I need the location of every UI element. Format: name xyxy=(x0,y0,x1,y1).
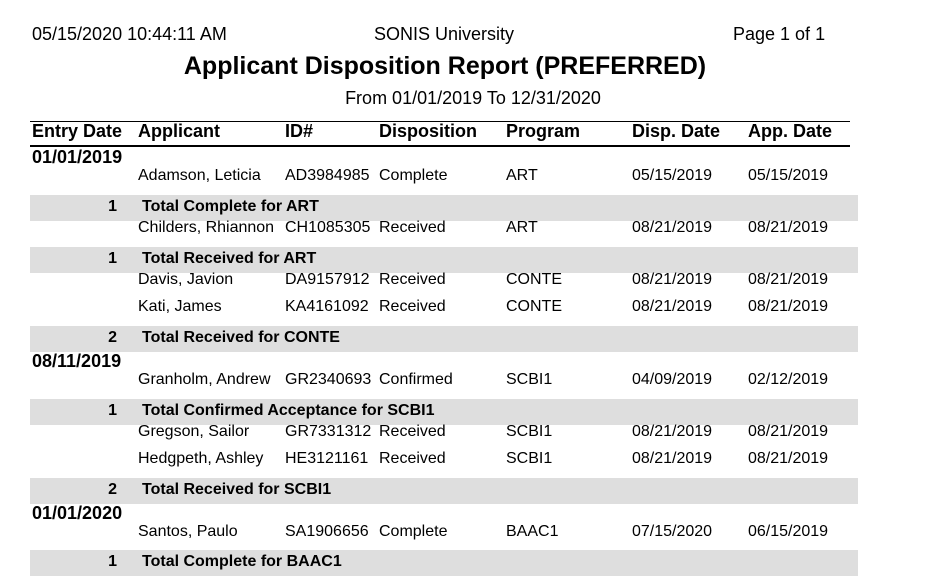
total-count: 2 xyxy=(108,481,117,498)
app-date: 02/12/2019 xyxy=(748,371,829,388)
app-date: 08/21/2019 xyxy=(748,298,829,315)
entry-date-group: 01/01/2020 xyxy=(32,503,123,523)
disposition: Received xyxy=(379,271,446,288)
applicant-name: Kati, James xyxy=(138,298,222,315)
total-count: 1 xyxy=(108,250,117,267)
total-label: Total Complete for BAAC1 xyxy=(142,553,342,570)
total-row xyxy=(30,399,858,425)
applicant-id: DA9157912 xyxy=(285,271,370,288)
column-header-app-date: App. Date xyxy=(748,121,833,141)
disposition: Received xyxy=(379,298,446,315)
report-title: Applicant Disposition Report (PREFERRED) xyxy=(183,52,707,80)
entry-date-group: 08/11/2019 xyxy=(32,351,122,371)
applicant-id: CH1085305 xyxy=(285,219,371,236)
applicant-id: GR2340693 xyxy=(285,371,372,388)
disp-date: 08/21/2019 xyxy=(632,450,713,467)
program: BAAC1 xyxy=(506,523,559,540)
applicant-id: KA4161092 xyxy=(285,298,369,315)
column-header-program: Program xyxy=(506,121,581,141)
entry-date-group: 01/01/2019 xyxy=(32,147,123,167)
total-count: 1 xyxy=(108,553,117,570)
program: ART xyxy=(506,167,538,184)
report-timestamp: 05/15/2020 10:44:11 AM xyxy=(32,24,227,44)
column-header-disposition: Disposition xyxy=(379,121,477,141)
total-row xyxy=(30,478,858,504)
app-date: 08/21/2019 xyxy=(748,271,829,288)
program: CONTE xyxy=(506,271,562,288)
applicant-id: AD3984985 xyxy=(285,167,370,184)
applicant-name: Childers, Rhiannon xyxy=(138,219,275,236)
applicant-name: Davis, Javion xyxy=(138,271,234,288)
total-row xyxy=(30,326,858,352)
program: CONTE xyxy=(506,298,562,315)
total-row xyxy=(30,195,858,221)
disposition: Complete xyxy=(379,167,448,184)
total-row xyxy=(30,550,858,576)
column-header-applicant: Applicant xyxy=(138,121,221,141)
disposition: Received xyxy=(379,450,446,467)
app-date: 05/15/2019 xyxy=(748,167,829,184)
program: SCBI1 xyxy=(506,423,553,440)
applicant-name: Santos, Paulo xyxy=(138,523,238,540)
applicant-name: Adamson, Leticia xyxy=(138,167,261,184)
total-count: 1 xyxy=(108,402,117,419)
total-count: 2 xyxy=(108,329,117,346)
program: SCBI1 xyxy=(506,450,553,467)
disp-date: 08/21/2019 xyxy=(632,271,713,288)
program: SCBI1 xyxy=(506,371,553,388)
total-label: Total Confirmed Acceptance for SCBI1 xyxy=(142,402,435,419)
column-header-disp-date: Disp. Date xyxy=(632,121,721,141)
disposition: Confirmed xyxy=(379,371,453,388)
disp-date: 04/09/2019 xyxy=(632,371,713,388)
total-label: Total Complete for ART xyxy=(142,198,319,215)
disposition: Received xyxy=(379,423,446,440)
disp-date: 08/21/2019 xyxy=(632,219,713,236)
total-label: Total Received for SCBI1 xyxy=(142,481,332,498)
app-date: 06/15/2019 xyxy=(748,523,829,540)
total-label: Total Received for ART xyxy=(142,250,317,267)
disp-date: 05/15/2019 xyxy=(632,167,713,184)
institution-name: SONIS University xyxy=(374,24,515,44)
total-row xyxy=(30,247,858,273)
app-date: 08/21/2019 xyxy=(748,219,829,236)
column-header-entry-date: Entry Date xyxy=(32,121,123,141)
total-count: 1 xyxy=(108,198,117,215)
page-indicator: Page 1 of 1 xyxy=(733,24,826,44)
column-header-id: ID# xyxy=(285,121,314,141)
program: ART xyxy=(506,219,538,236)
disp-date: 07/15/2020 xyxy=(632,523,713,540)
disp-date: 08/21/2019 xyxy=(632,423,713,440)
header-bottom-rule xyxy=(30,145,850,147)
date-range: From 01/01/2019 To 12/31/2020 xyxy=(345,88,601,108)
disp-date: 08/21/2019 xyxy=(632,298,713,315)
applicant-name: Granholm, Andrew xyxy=(138,371,271,388)
disposition: Complete xyxy=(379,523,448,540)
applicant-id: HE3121161 xyxy=(285,450,369,467)
total-label: Total Received for CONTE xyxy=(142,329,340,346)
app-date: 08/21/2019 xyxy=(748,450,829,467)
app-date: 08/21/2019 xyxy=(748,423,829,440)
applicant-id: SA1906656 xyxy=(285,523,369,540)
disposition: Received xyxy=(379,219,446,236)
applicant-id: GR7331312 xyxy=(285,423,372,440)
applicant-name: Gregson, Sailor xyxy=(138,423,250,440)
applicant-name: Hedgpeth, Ashley xyxy=(138,450,264,467)
